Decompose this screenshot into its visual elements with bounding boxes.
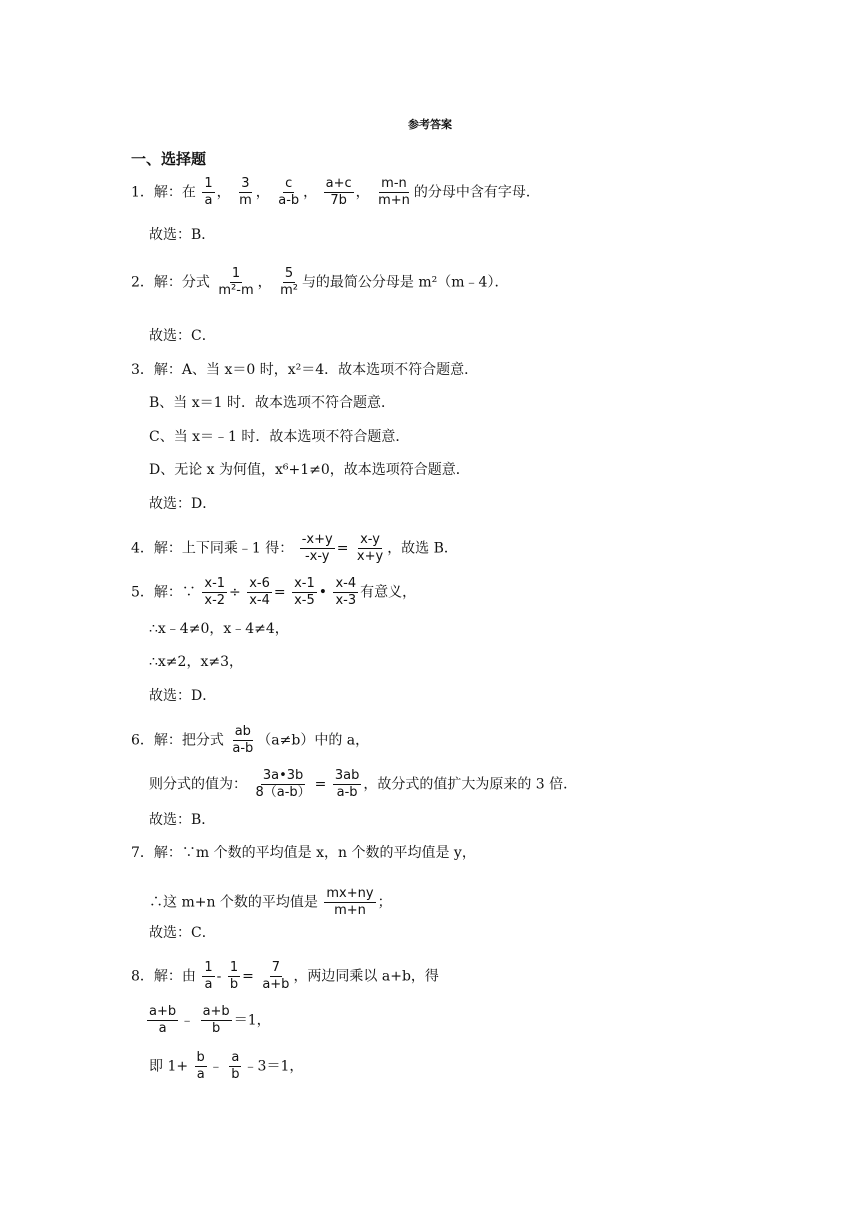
fraction: $\frac{3ab}{a-b}$ — [334, 768, 360, 800]
fraction: $\frac{3}{m}$ — [239, 176, 252, 208]
q3-line3: C、当 x＝﹣1 时．故本选项不符合题意． — [149, 429, 410, 445]
q3-answer: 故选：D． — [149, 496, 217, 512]
section-heading: 一、选择题 — [131, 150, 207, 168]
q3-line1: 3．解：A、当 x＝0 时，x²＝4．故本选项不符合题意． — [131, 362, 479, 378]
fraction: $\frac{mx+ny}{m+n}$ — [326, 886, 374, 918]
fraction: $\frac{b}{a}$ — [196, 1050, 205, 1082]
q2-answer: 故选：C． — [149, 328, 216, 344]
q5-line1: 5．解：∵ $\frac{x-1}{x-2}$ ÷ $\frac{x-6}{x-4}$ = $\frac{x-1}{x-5}$ • $\frac{x-4}{x-3}$ 有意义， — [131, 576, 417, 608]
q3-line4: D、无论 x 为何值，x⁶+1≠0，故本选项符合题意． — [149, 462, 470, 478]
fraction: $\frac{a}{b}$ — [231, 1050, 240, 1082]
fraction: $\frac{c}{a-b}$ — [278, 176, 300, 208]
q8-line2: $\frac{a+b}{a}$ ﹣ $\frac{a+b}{b}$ ＝1， — [149, 1004, 271, 1036]
q3-line2: B、当 x＝1 时．故本选项不符合题意． — [149, 395, 395, 411]
fraction: $\frac{3a•3b}{8(a-b)}$ — [255, 768, 311, 800]
question-number: 1． — [131, 184, 154, 201]
fraction: $\frac{x-1}{x-2}$ — [204, 576, 226, 608]
text: 解：在 — [153, 184, 196, 201]
fraction: $\frac{a+b}{b}$ — [202, 1004, 230, 1036]
fraction: $\frac{a+c}{7b}$ — [325, 176, 352, 208]
q6-line2: 则分式的值为： $\frac{3a•3b}{8(a-b)}$ = $\frac{3ab}{a-b}$ ，故分式的值扩大为原来的 3 倍． — [149, 768, 578, 800]
q6-line1: 6．解：把分式 $\frac{ab}{a-b}$ （a≠b）中的 a， — [131, 724, 370, 756]
page-title: 参考答案 — [408, 118, 452, 131]
fraction: $\frac{1}{a}$ — [204, 176, 213, 208]
q5-line3: ∴x≠2，x≠3， — [149, 654, 243, 670]
fraction: $\frac{5}{\text{m²}}$ — [280, 266, 298, 298]
fraction: $\frac{1}{b}$ — [229, 960, 239, 992]
fraction: $\frac{a+b}{a}$ — [149, 1004, 177, 1036]
fraction: $\frac{x-4}{x-3}$ — [335, 576, 357, 608]
fraction: $\frac{1}{\text{m²-m}}$ — [218, 266, 254, 298]
q5-line2: ∴x﹣4≠0，x﹣4≠4， — [149, 621, 289, 637]
fraction: $\frac{m-n}{m+n}$ — [378, 176, 410, 208]
q7-line2: ∴这 m+n 个数的平均值是 $\frac{mx+ny}{m+n}$ ； — [149, 886, 392, 918]
q1-line: 1．解：在 $\frac{1}{a}$ ， $\frac{3}{m}$ ， $\frac{c}{a-b}$ ， $\frac{a+c}{7b}$ ， $\frac{m-n}{m+n}$ 的分母中含有字母． — [131, 176, 540, 208]
q1-answer: 故选：B． — [149, 227, 216, 243]
q8-line1: 8．解：由 $\frac{1}{a}$ - $\frac{1}{b}$ = $\frac{7}{a+b}$ ，两边同乘以 a+b，得 — [131, 960, 439, 992]
fraction: $\frac{1}{a}$ — [204, 960, 213, 992]
q7-answer: 故选：C． — [149, 925, 216, 941]
fraction: $\frac{7}{a+b}$ — [262, 960, 290, 992]
q2-line: 2．解：分式 $\frac{1}{\text{m²-m}}$ ， $\frac{5}{\text{m²}}$ 与的最简公分母是 m²（m﹣4）． — [131, 266, 509, 298]
q6-answer: 故选：B． — [149, 812, 216, 828]
text: 的分母中含有字母． — [413, 184, 540, 201]
fraction: $\frac{x-y}{x+y}$ — [356, 532, 384, 564]
q4-line: 4．解：上下同乘﹣1 得： $\frac{-x+y}{-x-y}$ = $\frac{x-y}{x+y}$ ，故选 B． — [131, 532, 458, 564]
q5-answer: 故选：D． — [149, 688, 217, 704]
q7-line1: 7．解：∵m 个数的平均值是 x，n 个数的平均值是 y， — [131, 845, 476, 861]
fraction: $\frac{x-6}{x-4}$ — [249, 576, 270, 608]
q8-line3: 即 1+ $\frac{b}{a}$ ﹣ $\frac{a}{b}$ ﹣3＝1， — [149, 1050, 304, 1082]
fraction: $\frac{ab}{a-b}$ — [232, 724, 254, 756]
fraction: $\frac{-x+y}{-x-y}$ — [301, 532, 333, 564]
fraction: $\frac{x-1}{x-5}$ — [294, 576, 315, 608]
